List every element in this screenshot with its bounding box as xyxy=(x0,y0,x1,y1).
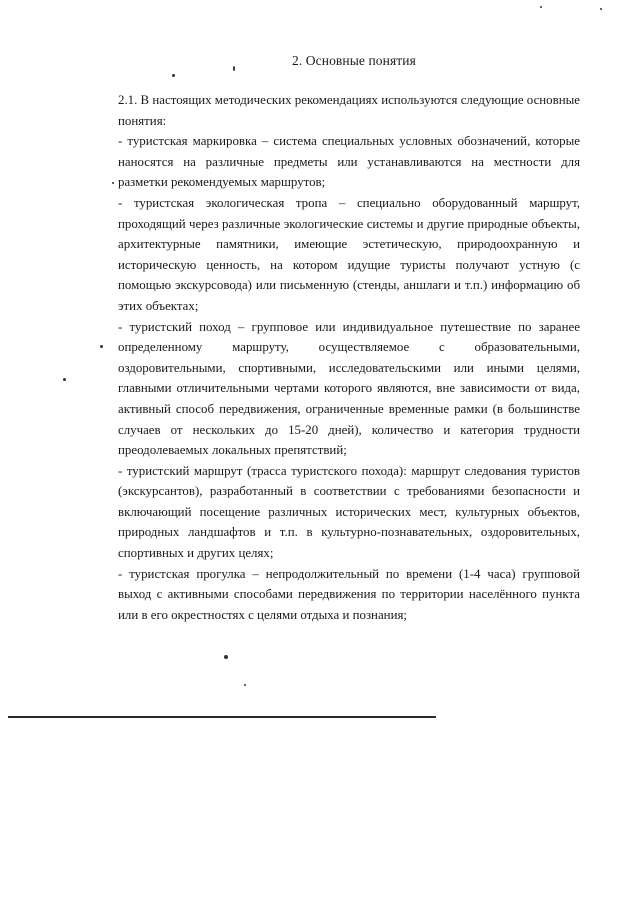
section-heading: 2. Основные понятия xyxy=(292,53,416,68)
scan-speck xyxy=(63,378,66,381)
scan-speck xyxy=(172,74,175,77)
scan-speck xyxy=(540,6,542,8)
scan-speck xyxy=(244,684,246,686)
scan-speck xyxy=(600,8,602,10)
definition-ecological-trail: - туристская экологическая тропа – специально оборудованный маршрут, проходящий через различные экологические системы и другие природные объекты, архитектурные памятники, имеющие эстетическую, природоохранную и историческую ценность, на котором идущие туристы получают устную (с помощью экскурсовода) или письменную (стенды, аншлаги и т.п.) информацию об этих объектах; xyxy=(118,195,580,313)
definition-tourist-route: - туристский маршрут (трасса туристского похода): маршрут следования туристов (экскурсантов), разработанный в соответствии с требованиями безопасности и включающий посещение различных исторических мест, культурных объектов, природных ландшафтов и т.п. в культурно-познавательных, оздоровительных, спортивных и других целях; xyxy=(118,463,580,561)
scan-speck xyxy=(224,655,228,659)
scan-speck xyxy=(233,66,235,71)
definition-tourist-hike: - туристский поход – групповое или индивидуальное путешествие по заранее определенному маршруту, осуществляемое с образовательными, оздоровительными, спортивными, исследовательскими или иными целями, главными отличительными чертами которого являются, вне зависимости от вида, активный способ передвижения, ограниченные временные рамки (в большинстве случаев от нескольких до 15-20 дней), количество и категория трудности преодолеваемых локальных препятствий; xyxy=(118,319,580,458)
scan-speck xyxy=(112,182,114,184)
section-body xyxy=(118,90,580,625)
paragraph-intro: 2.1. В настоящих методических рекомендациях используются следующие основные понятия: xyxy=(118,93,580,128)
definition-tourist-marking: - туристская маркировка – система специальных условных обозначений, которые наносятся на различные предметы или устанавливаются на местности для разметки рекомендуемых маршрутов; xyxy=(118,134,580,190)
definition-tourist-walk: - туристская прогулка – непродолжительный по времени (1-4 часа) групповой выход с активными способами передвижения по территории населённого пункта или в его окрестностях с целями отдыха и познания; xyxy=(118,566,580,622)
horizontal-rule xyxy=(8,716,436,718)
scan-speck xyxy=(100,345,103,348)
